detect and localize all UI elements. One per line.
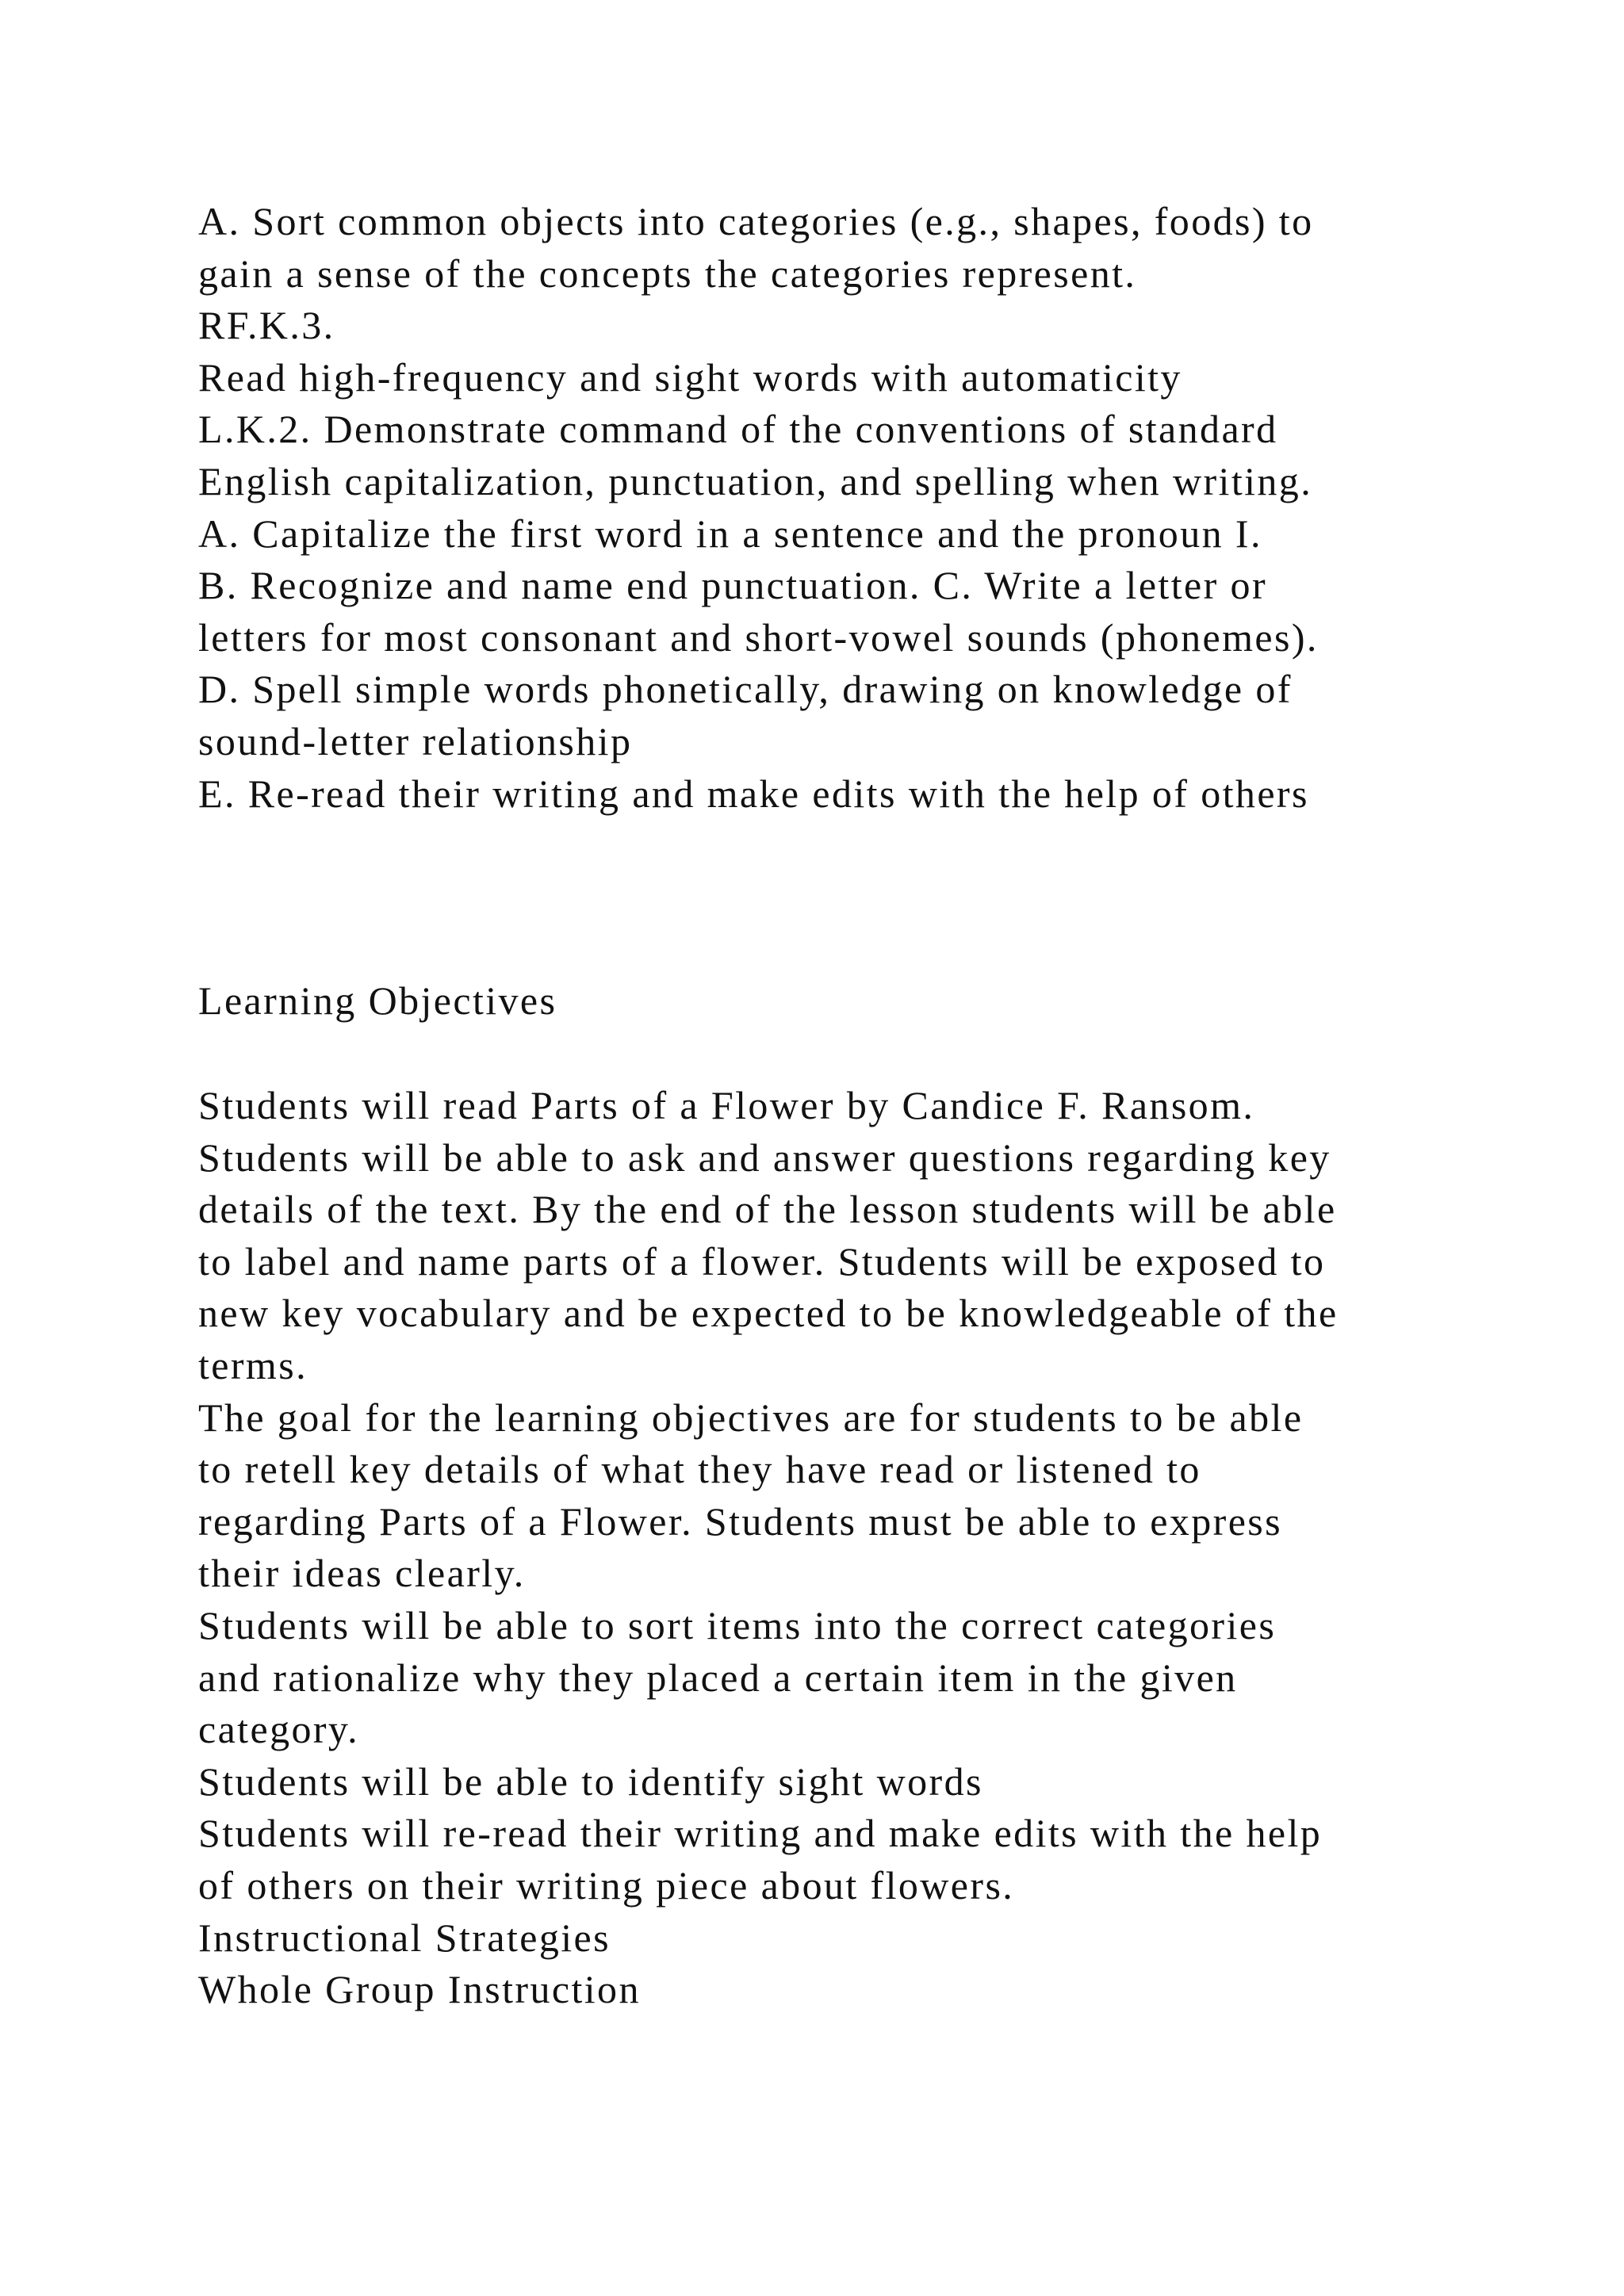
standards-line: Read high-frequency and sight words with automaticity bbox=[198, 354, 1182, 400]
instructional-strategies-heading: Instructional Strategies bbox=[198, 1915, 611, 1960]
standards-line: letters for most consonant and short-vowel sounds (phonemes). bbox=[198, 614, 1319, 660]
standards-line: D. Spell simple words phonetically, drawing on knowledge of bbox=[198, 667, 1293, 712]
objectives-line: Students will read Parts of a Flower by Candice F. Ransom. bbox=[198, 1083, 1255, 1127]
standards-line: B. Recognize and name end punctuation. C. Write a letter or bbox=[198, 563, 1267, 608]
standards-section bbox=[198, 196, 1515, 820]
standards-line: A. Capitalize the first word in a sentence and the pronoun I. bbox=[198, 511, 1262, 556]
standards-line: E. Re-read their writing and make edits with the help of others bbox=[198, 771, 1309, 816]
objectives-line: to label and name parts of a flower. Students will be exposed to bbox=[198, 1238, 1326, 1284]
objectives-line: and rationalize why they placed a certain item in the given bbox=[198, 1655, 1238, 1700]
learning-objectives-heading: Learning Objectives bbox=[198, 978, 557, 1023]
standards-line: sound-letter relationship bbox=[198, 718, 633, 763]
standards-line: L.K.2. Demonstrate command of the conventions of standard bbox=[198, 407, 1278, 452]
learning-objectives-heading-block bbox=[198, 975, 1515, 1027]
objectives-line: Students will be able to sort items into the correct categories bbox=[198, 1602, 1277, 1647]
standards-line: A. Sort common objects into categories (e.g., shapes, foods) to bbox=[198, 199, 1314, 243]
standards-line: gain a sense of the concepts the categories represent. bbox=[198, 251, 1137, 296]
objectives-line: Students will be able to ask and answer questions regarding key bbox=[198, 1135, 1331, 1180]
objectives-line: their ideas clearly. bbox=[198, 1551, 526, 1596]
objectives-line: new key vocabulary and be expected to be knowledgeable of the bbox=[198, 1291, 1339, 1336]
objectives-line: category. bbox=[198, 1707, 359, 1752]
objectives-line: details of the text. By the end of the lesson students will be able bbox=[198, 1187, 1337, 1232]
whole-group-instruction-heading: Whole Group Instruction bbox=[198, 1967, 641, 2012]
learning-objectives-section bbox=[198, 1080, 1515, 2016]
objectives-line: Students will be able to identify sight words bbox=[198, 1758, 983, 1804]
objectives-line: The goal for the learning objectives are for students to be able bbox=[198, 1395, 1304, 1440]
objectives-line: Students will re-read their writing and make edits with the help bbox=[198, 1811, 1323, 1856]
objectives-line: terms. bbox=[198, 1342, 308, 1387]
standards-line: English capitalization, punctuation, and spelling when writing. bbox=[198, 458, 1313, 503]
objectives-line: to retell key details of what they have read or listened to bbox=[198, 1447, 1201, 1492]
objectives-line: of others on their writing piece about flowers. bbox=[198, 1862, 1015, 1908]
objectives-line: regarding Parts of a Flower. Students must be able to express bbox=[198, 1498, 1283, 1544]
standards-line: RF.K.3. bbox=[198, 303, 335, 348]
